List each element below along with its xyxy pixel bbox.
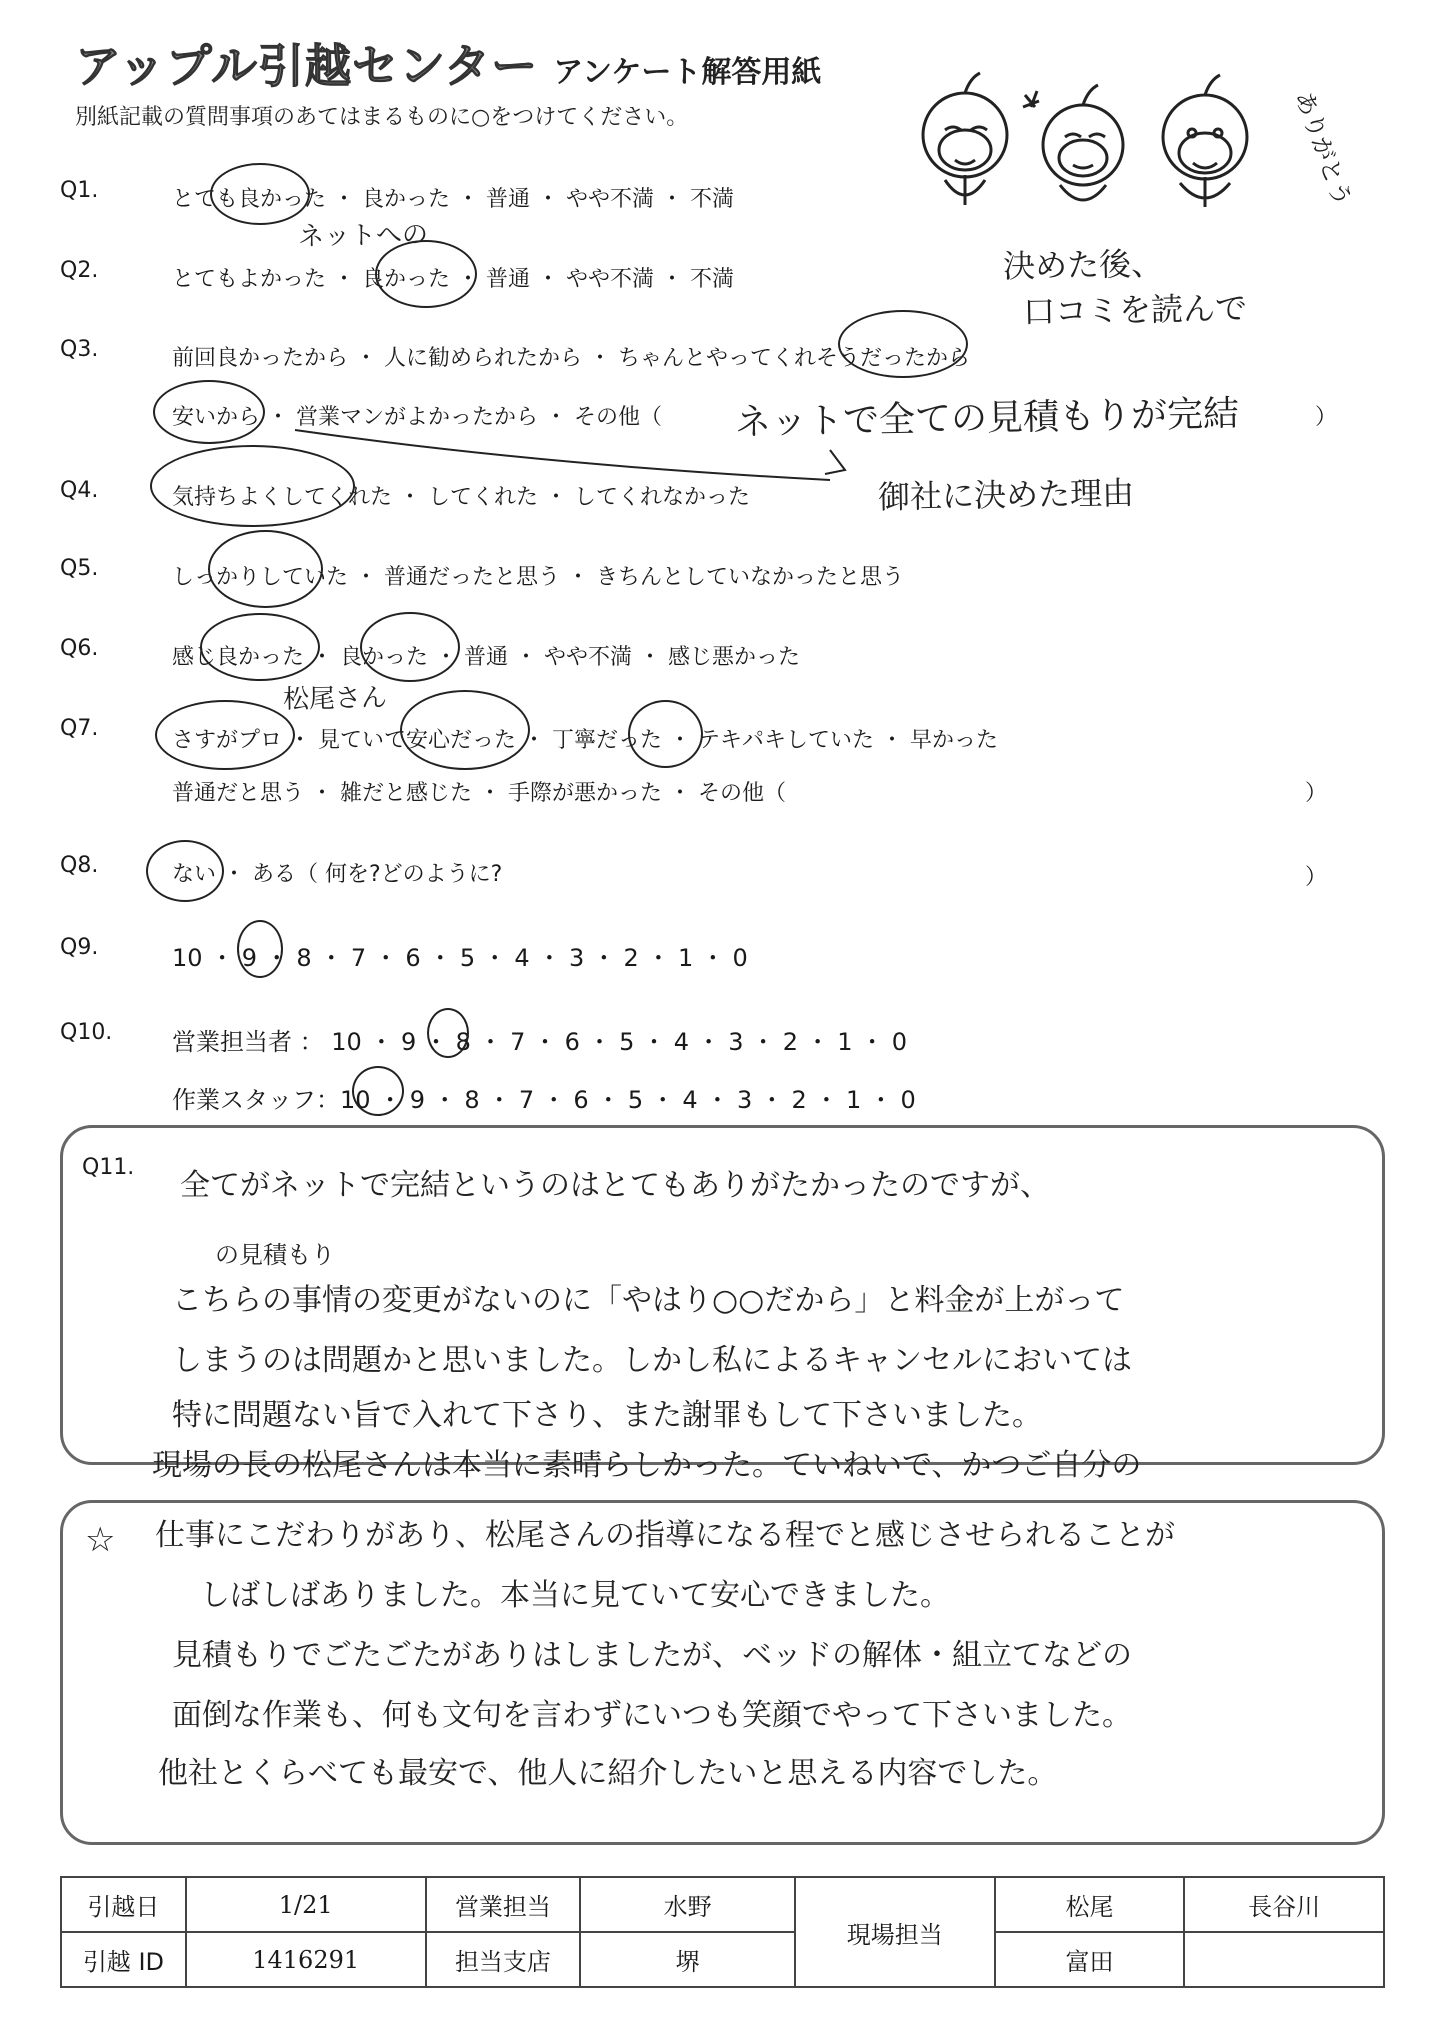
q4-handwritten-note: 御社に決めた理由 [877,473,1135,517]
q9-options[interactable]: 10 ・ 9 ・ 8 ・ 7 ・ 6 ・ 5 ・ 4 ・ 3 ・ 2 ・ 1 ・ 0 [172,944,748,972]
q7-close-paren: ） [1305,781,1328,806]
q1-label: Q1. [60,178,99,203]
q3-options-line1[interactable]: 前回良かったから ・ 人に勧められたから ・ ちゃんとやってくれそうだったから [172,346,970,371]
q5-answer-circle [208,530,323,608]
q11-line-5: 特に問題ない旨で入れて下さり、また謝罪もして下さいました。 [172,1398,1042,1433]
star-line-3: 見積もりでごたごたがありはしましたが、ベッドの解体・組立てなどの [172,1638,1132,1673]
q11-line-3: こちらの事情の変更がないのに「やはり○○だから」と料金が上がって [172,1283,1125,1318]
q11-label: Q11. [82,1155,135,1180]
q10-sales-options[interactable]: 営業担当者 ： 10 ・ 9 ・ 8 ・ 7 ・ 6 ・ 5 ・ 4 ・ 3 ・ 2 ・ 1 ・ 0 [172,1028,908,1056]
thanks-label: ありがとう [1289,87,1357,210]
q11-line-2: の見積もり [215,1241,335,1269]
gorilla-mascots-illustration [905,55,1375,225]
q6-answer-circle-2 [360,612,460,682]
q5-options[interactable]: しっかりしていた ・ 普通だったと思う ・ きちんとしていなかったと思う [172,565,904,590]
site-staff-3: 富田 [995,1932,1185,1987]
q9-label: Q9. [60,935,99,960]
q4-annotation-line [290,410,850,500]
site-staff-label: 現場担当 [795,1877,995,1987]
q3-close-paren: ） [1315,405,1338,430]
q4-options[interactable]: 気持ちよくしてくれた ・ してくれた ・ してくれなかった [172,485,750,510]
q4-label: Q4. [60,478,99,503]
q7-answer-circle-1 [155,700,295,770]
q2-handwritten-note-2: 口コミを読んで [1022,289,1248,331]
q11-line-1: 全てがネットで完結というのはとてもありがたかったのですが、 [180,1168,1050,1203]
star-line-2: しばしばありました。本当に見ていて安心できました。 [200,1578,950,1613]
move-id-value: 1416291 [186,1932,426,1987]
q7-answer-circle-3 [628,700,703,768]
q10-sales-answer-circle [427,1008,469,1058]
q2-options[interactable]: とてもよかった ・ 良かった ・ 普通 ・ やや不満 ・ 不満 [172,267,734,292]
move-id-label: 引越 ID [61,1932,186,1987]
q2-label: Q2. [60,258,99,283]
site-staff-empty [1184,1932,1384,1987]
star-line-5: 他社とくらべても最安で、他人に紹介したいと思える内容でした。 [158,1756,1058,1791]
q8-options[interactable]: ない ・ ある（ 何を?どのように? [172,862,503,887]
q7-options-line1[interactable]: さすがプロ ・ 見ていて安心だった ・ 丁寧だった ・ テキパキしていた ・ 早かった [172,728,998,753]
site-staff-2: 長谷川 [1184,1877,1384,1932]
q11-line-6: 現場の長の松尾さんは本当に素晴らしかった。ていねいで、かつご自分の [152,1448,1142,1483]
mascot-head-2 [1043,105,1123,185]
q8-answer-circle [146,840,224,902]
q5-label: Q5. [60,556,99,581]
move-date-label: 引越日 [61,1877,186,1932]
branch-label: 担当支店 [426,1932,581,1987]
sales-rep-label: 営業担当 [426,1877,581,1932]
mascot-head-3 [1163,95,1247,179]
q8-close-paren: ） [1305,865,1328,890]
q7-answer-circle-2 [400,690,530,770]
q6-label: Q6. [60,636,99,661]
document-title: アンケート解答用紙 [553,55,822,90]
brand-name: アップル引越センター [75,39,539,93]
q1-answer-circle [210,163,310,225]
move-date-value: 1/21 [186,1877,426,1932]
q6-handwritten-note: 松尾さん [282,683,388,715]
q6-answer-circle-1 [200,613,320,681]
q1-handwritten-note: ネットへの [297,219,429,253]
q7-options-line2[interactable]: 普通だと思う ・ 雑だと感じた ・ 手際が悪かった ・ その他（ [172,781,786,806]
q3-label: Q3. [60,337,99,362]
star-icon: ☆ [85,1520,116,1560]
form-header [75,30,821,96]
sales-rep-value: 水野 [580,1877,795,1932]
star-line-4: 面倒な作業も、何も文句を言わずにいつも笑顔でやって下さいました。 [172,1698,1132,1733]
instruction-text: 別紙記載の質問事項のあてはまるものに○をつけてください。 [75,105,689,130]
q10-staff-options[interactable]: 作業スタッフ：10 ・ 9 ・ 8 ・ 7 ・ 6 ・ 5 ・ 4 ・ 3 ・ 2 ・ 1 ・ 0 [172,1086,916,1114]
q11-line-4: しまうのは問題かと思いました。しかし私によるキャンセルにおいては [172,1343,1132,1378]
q3-options-line2[interactable]: 安いから ・ 営業マンがよかったから ・ その他（ [172,405,662,430]
site-staff-1: 松尾 [995,1877,1185,1932]
q3-other-handwritten: ネットで全ての見積もりが完結 [734,393,1240,444]
star-line-1: 仕事にこだわりがあり、松尾さんの指導になる程でと感じさせられることが [155,1518,1175,1553]
q10-label: Q10. [60,1020,113,1045]
move-info-table [60,1876,1385,1988]
q8-label: Q8. [60,853,99,878]
q9-answer-circle [237,920,283,978]
q2-answer-circle [375,240,477,308]
q10-staff-answer-circle [352,1066,404,1116]
q6-options[interactable]: 感じ良かった ・ 良かった ・ 普通 ・ やや不満 ・ 感じ悪かった [172,645,800,670]
q2-handwritten-note-1: 決めた後、 [1002,244,1164,286]
q3-answer-circle-1 [838,310,968,378]
q1-options[interactable]: とても良かった ・ 良かった ・ 普通 ・ やや不満 ・ 不満 [172,187,734,212]
branch-value: 堺 [580,1932,795,1987]
q3-answer-circle-2 [153,380,265,444]
q7-label: Q7. [60,716,99,741]
